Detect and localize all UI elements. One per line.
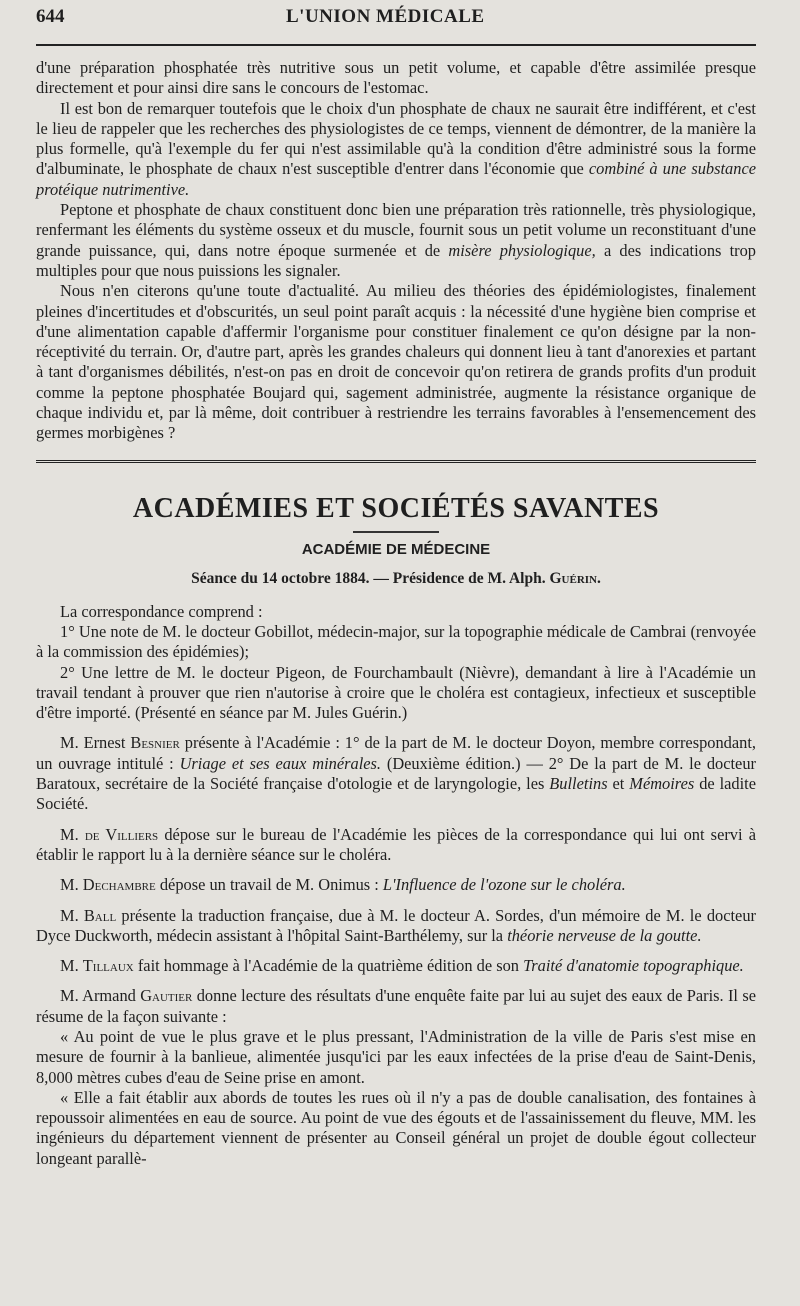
paragraph-dechambre: M. Dechambre dépose un travail de M. Onimus : L'Influence de l'ozone sur le choléra. xyxy=(60,875,626,895)
academie-heading: ACADÉMIE DE MÉDECINE xyxy=(301,540,491,558)
paragraph-ball: M. Ball présente la traduction française, due à M. le docteur A. Sordes, d'un mémoire de M. le docteur Dyce Duckworth, médecin assistant à l'hôpital Saint-Barthélemy, sur la théorie nerveuse de la goutte. xyxy=(36,905,756,945)
section-separator xyxy=(36,460,756,465)
seance-line: Séance du 14 octobre 1884. — Présidence de M. Alph. Guérin. xyxy=(191,569,601,587)
correspondance-item-1: 1° Une note de M. le docteur Gobillot, médecin-major, sur la topographie médicale de Cambrai (renvoyée à la commission des épidémies); xyxy=(36,621,756,662)
title-underline xyxy=(353,531,439,533)
quote-paragraph-1: « Au point de vue le plus grave et le plus pressant, l'Administration de la ville de Paris s'est mise en mesure de fournir à la banlieue, alimentée jusqu'ici par les eaux infectées de la prise d'eau de Saint-Denis, 8,000 mètres cubes d'eau de Seine prise en amont. xyxy=(36,1026,756,1087)
section-title: ACADÉMIES ET SOCIÉTÉS SAVANTES xyxy=(132,492,660,524)
paragraph-tillaux: M. Tillaux fait hommage à l'Académie de la quatrième édition de son Traité d'anatomie topographique. xyxy=(60,956,744,976)
correspondance-item-2: 2° Une lettre de M. le docteur Pigeon, de Fourchambault (Nièvre), demandant à lire à l'Académie un travail tendant à prouver que rien n'autorise à croire que le choléra est contagieux, infectieux et susceptible d'être importé. (Présenté en séance par M. Jules Guérin.) xyxy=(36,662,756,723)
correspondance-heading: La correspondance comprend : xyxy=(60,601,263,621)
paragraph-besnier: M. Ernest Besnier présente à l'Académie : 1° de la part de M. le docteur Doyon, membre correspondant, un ouvrage intitulé : Uriage et ses eaux minérales. (Deuxième édition.) — 2° De la part de M. le docteur Baratoux, secrétaire de la Société française d'otologie et de laryngologie, les Bulletins et Mémoires de ladite Société. xyxy=(36,733,757,814)
paragraph-gautier: M. Armand Gautier donne lecture des résultats d'une enquête faite par lui au sujet des eaux de Paris. Il se résume de la façon suivante : xyxy=(36,986,756,1026)
paragraph-continuation: d'une préparation phosphatée très nutritive sous un petit volume, et capable d'être assimilée presque directement et pour ainsi dire sans le concours de l'estomac. xyxy=(36,58,756,98)
page-number: 644 xyxy=(36,6,65,27)
paragraph-phosphate: Il est bon de remarquer toutefois que le choix d'un phosphate de chaux ne saurait être indifférent, et c'est le lieu de rappeler que les recherches des physiologistes de ce temps, viennent de démontrer, de la manière la plus formelle, qu'à l'exemple du fer qui n'est assimilable qu'à la condition d'être administré sous la forme d'albuminate, le phosphate de chaux n'est susceptible d'entrer dans l'économie que combiné à une substance protéique nutrimentive. xyxy=(36,98,757,199)
paragraph-peptone: Peptone et phosphate de chaux constituent donc bien une préparation très rationnelle, très physiologique, renfermant les éléments du système osseux et du muscle, fournit sous un petit volume un reconstituant d'une grande puissance, qui, dans notre époque surmenée et de misère physiologique, a des indications trop multiples pour que nous puissions les signaler. xyxy=(36,200,756,280)
running-title: L'UNION MÉDICALE xyxy=(286,6,485,27)
header-rule xyxy=(36,44,756,46)
paragraph-villiers: M. de Villiers dépose sur le bureau de l'Académie les pièces de la correspondance qui lui ont servi à établir le rapport lu à la dernière séance sur le choléra. xyxy=(36,824,756,864)
quote-paragraph-2: « Elle a fait établir aux abords de toutes les rues où il n'y a pas de double canalisation, des fontaines à repoussoir alimentées en eau de source. Au point de vue des égouts et de l'assainissement du fleuve, MM. les ingénieurs du département viennent de présenter au Conseil général un projet de double égout collecteur longeant parallè- xyxy=(36,1087,756,1168)
page-header xyxy=(36,6,756,36)
paragraph-actualite: Nous n'en citerons qu'une toute d'actualité. Au milieu des théories des épidémiologistes, finalement pleines d'incertitudes et d'obscurités, un seul point paraît acquis : la nécessité d'une hygiène bien comprise et d'une alimentation capable d'affermir l'organisme pour constituer finalement ce qu'on désigne par la non-réceptivité du terrain. Or, d'autre part, après les grandes chaleurs qui donnent lieu à tant d'anorexies et partant à tant d'organismes débilités, n'est-on pas en droit de concevoir qu'on retirera de grands profits d'un produit comme la peptone phosphatée Boujard qui, sagement administrée, augmente la résistance organique de chaque individu et, par là même, doit contribuer à restriendre les terrains favorables à l'ensemencement des germes morbigènes ? xyxy=(36,281,756,443)
